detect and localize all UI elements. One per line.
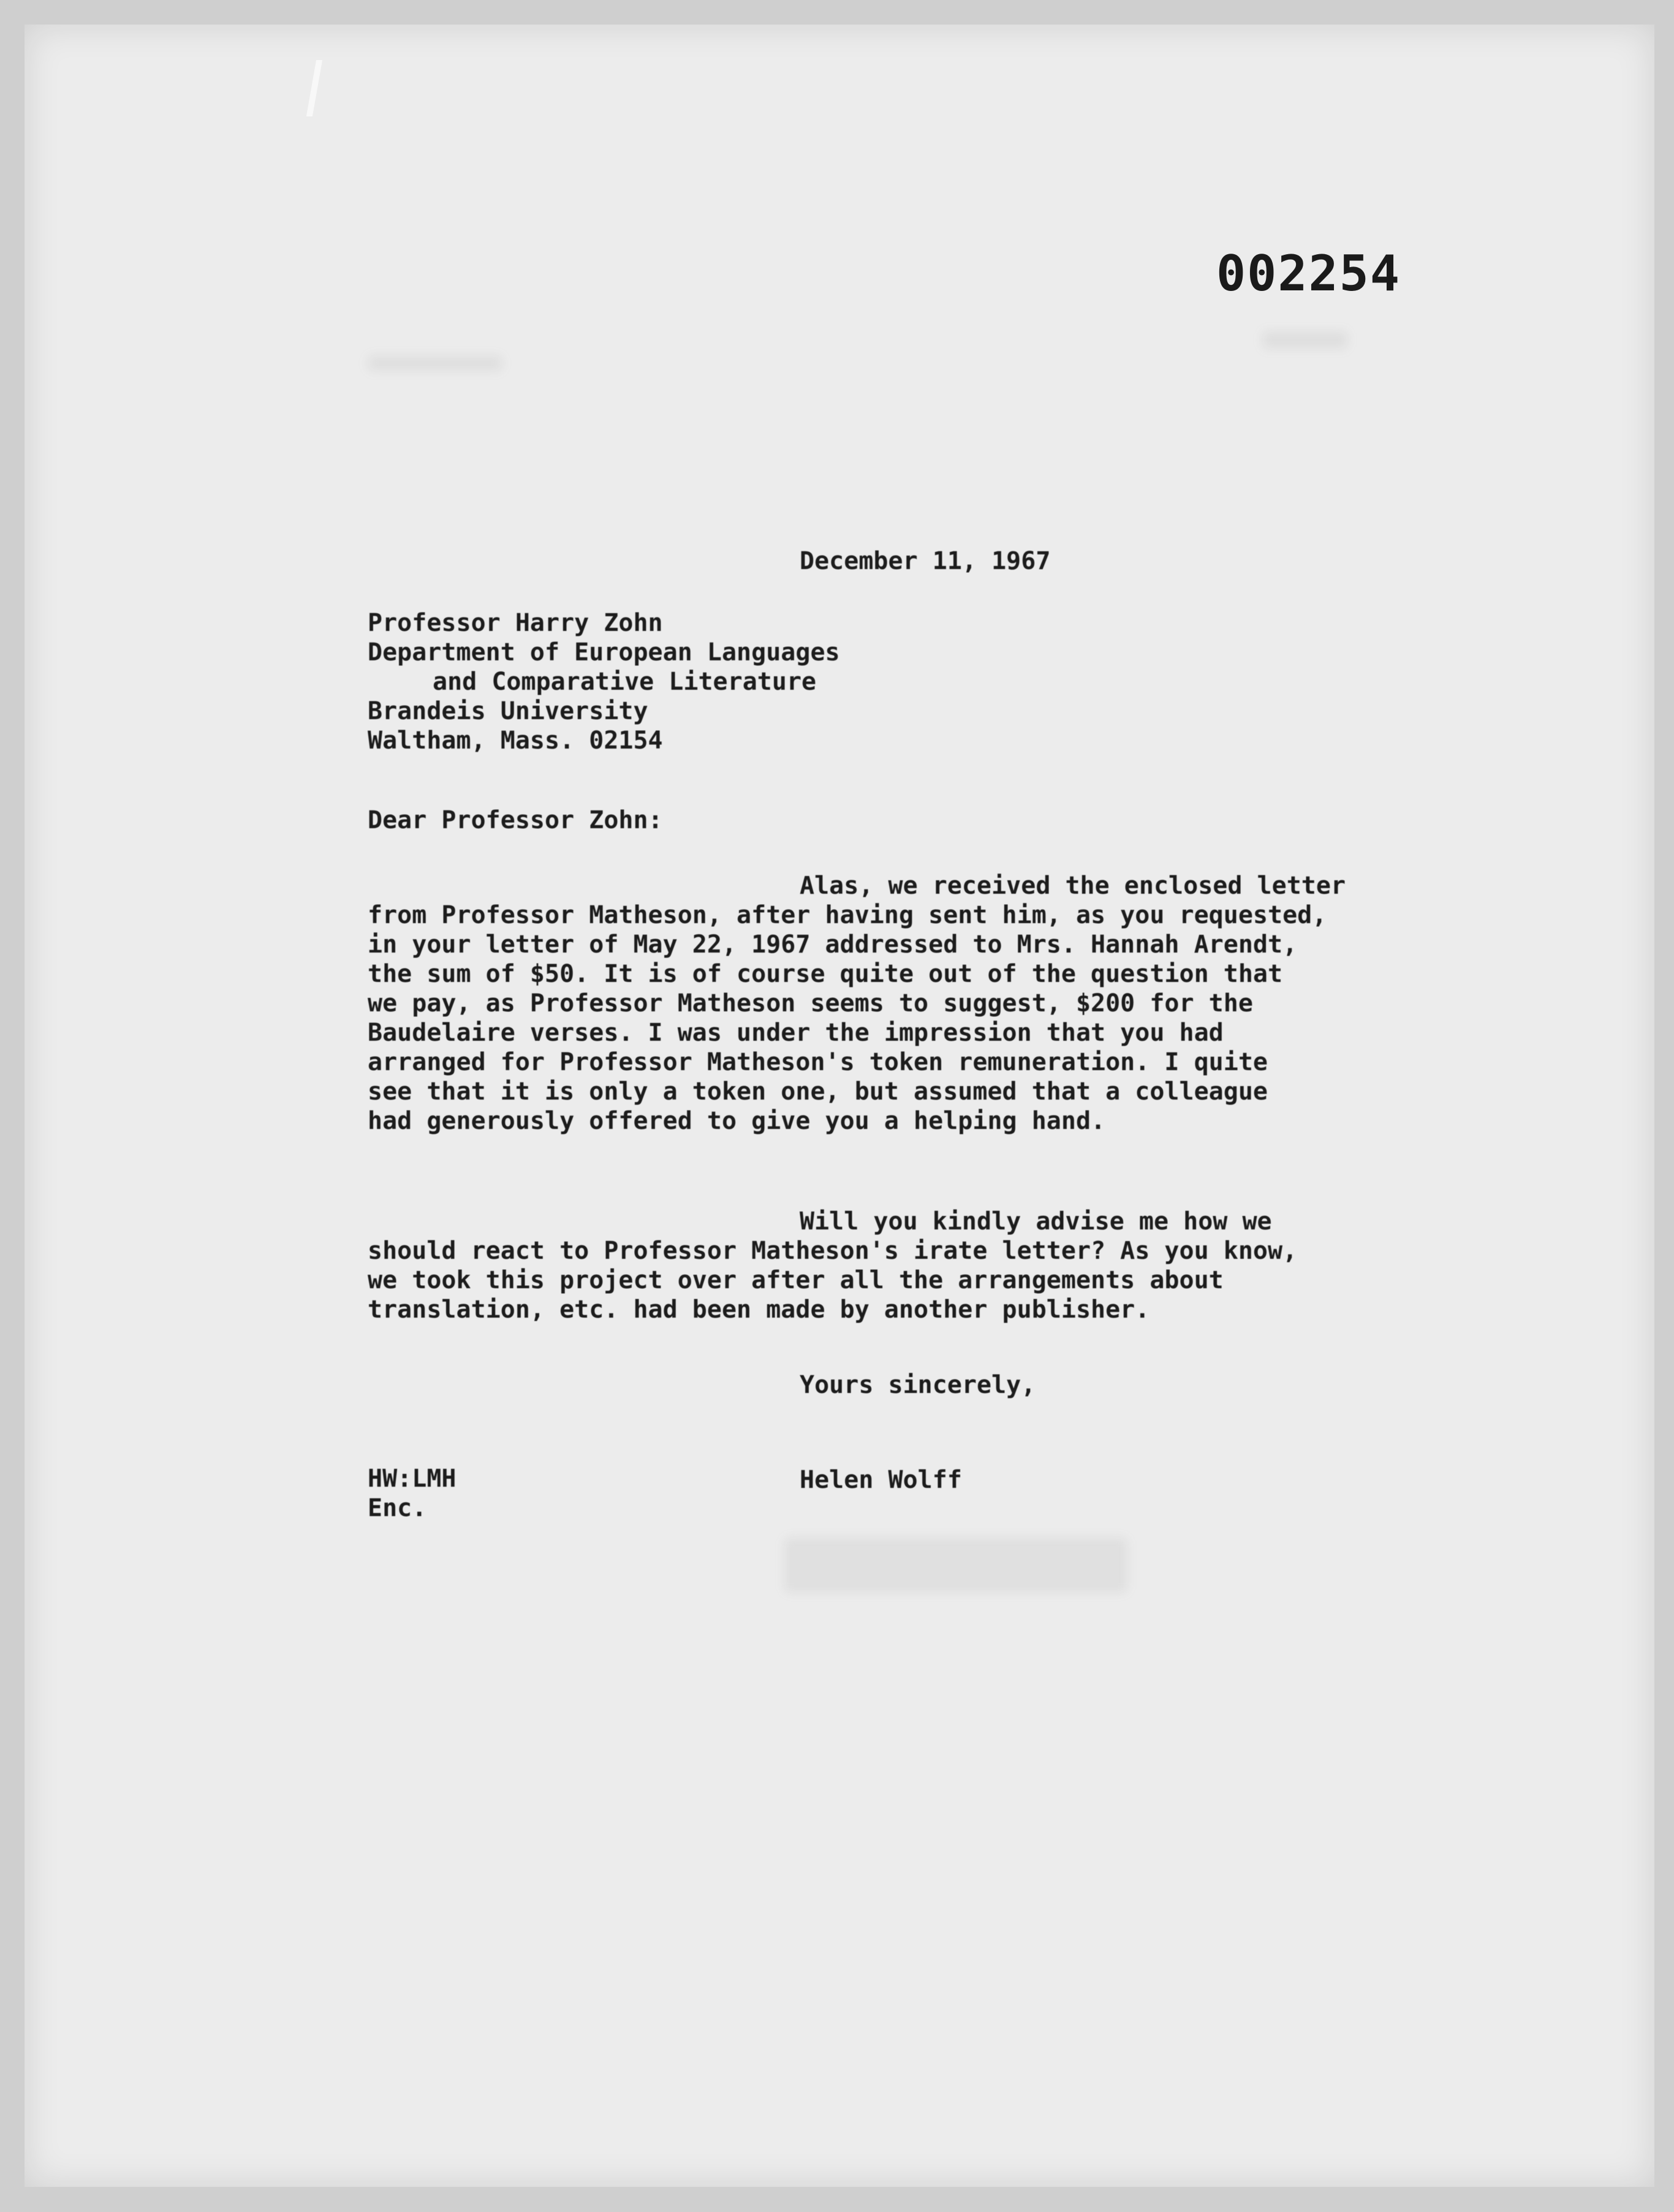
reference-initials: HW:LMH [368, 1465, 456, 1493]
paragraph-2 [368, 1207, 1397, 1324]
paragraph-line: Will you kindly advise me how we [800, 1207, 1272, 1236]
scan-smudge [1262, 331, 1348, 349]
paragraph-line: we pay, as Professor Matheson seems to suggest, $200 for the [368, 989, 1253, 1017]
paragraph-line: we took this project over after all the arrangements about [368, 1266, 1224, 1294]
address-line: and Comparative Literature [433, 668, 817, 696]
paragraph-line: arranged for Professor Matheson's token remuneration. I quite [368, 1048, 1268, 1076]
paragraph-1 [368, 871, 1397, 1136]
document-number: 002254 [1216, 245, 1401, 302]
letter-date: December 11, 1967 [800, 547, 1051, 575]
paragraph-line: should react to Professor Matheson's irate letter? As you know, [368, 1237, 1298, 1265]
paragraph-line: the sum of $50. It is of course quite out of the question that [368, 960, 1283, 988]
address-line: Brandeis University [368, 697, 648, 725]
salutation: Dear Professor Zohn: [368, 806, 663, 834]
scan-smudge [368, 355, 502, 371]
closing: Yours sincerely, [800, 1371, 1036, 1399]
address-line: Professor Harry Zohn [368, 609, 663, 637]
paragraph-line: Alas, we received the enclosed letter [800, 872, 1346, 900]
paragraph-line: translation, etc. had been made by another publisher. [368, 1296, 1150, 1324]
paragraph-line: see that it is only a token one, but assumed that a colleague [368, 1078, 1268, 1106]
address-line: Waltham, Mass. 02154 [368, 727, 663, 755]
paragraph-line: from Professor Matheson, after having sent him, as you requested, [368, 901, 1327, 929]
reference-block [368, 1464, 456, 1523]
recipient-address [368, 608, 840, 755]
scan-edge-mark [306, 60, 322, 116]
enclosure-note: Enc. [368, 1494, 427, 1522]
scan-smudge [784, 1538, 1127, 1593]
paragraph-line: in your letter of May 22, 1967 addressed to Mrs. Hannah Arendt, [368, 930, 1298, 959]
paragraph-line: had generously offered to give you a helping hand. [368, 1107, 1106, 1135]
address-line: Department of European Languages [368, 638, 840, 666]
paragraph-line: Baudelaire verses. I was under the impression that you had [368, 1019, 1224, 1047]
document-page [25, 25, 1654, 2187]
signature: Helen Wolff [800, 1466, 962, 1494]
